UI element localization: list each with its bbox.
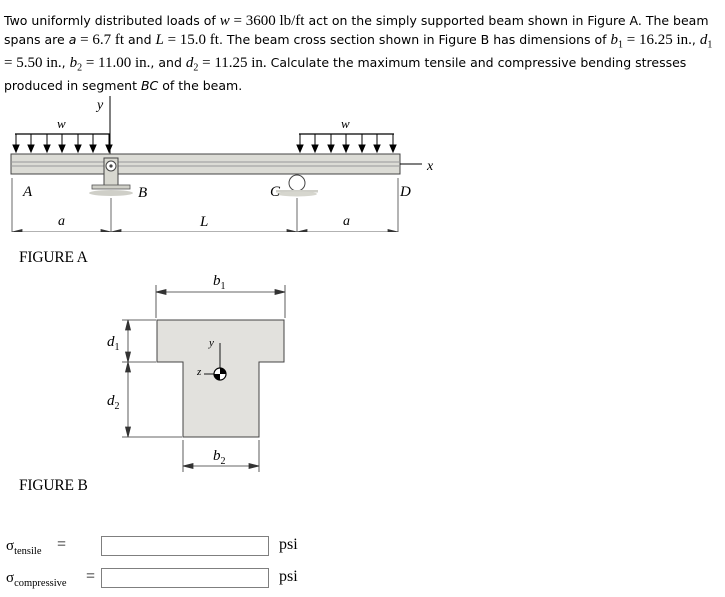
label-b: B: [138, 185, 148, 201]
figure-b-caption: FIGURE B: [19, 477, 88, 494]
compressive-unit: psi: [279, 568, 298, 585]
tensile-stress-input[interactable]: [101, 536, 269, 556]
dim-a-left: a: [58, 214, 65, 229]
label-d2: $d_2$: [107, 393, 120, 412]
tensile-unit: psi: [279, 536, 298, 553]
beam: [11, 154, 400, 174]
label-d1: $d_1$: [107, 334, 120, 353]
dim-a-right: a: [343, 214, 350, 229]
figure-b-cross-section: [0, 270, 300, 480]
label-z-local: z: [197, 366, 202, 378]
label-w-left: w: [57, 116, 66, 131]
compressive-symbol: $\sigma_{compressive}$: [6, 570, 67, 589]
answer-row-tensile: [6, 536, 326, 560]
label-w-right: w: [341, 116, 350, 131]
distributed-load-right: [297, 134, 396, 152]
dim-l: L: [200, 214, 209, 230]
distributed-load-left: [13, 134, 112, 152]
tensile-symbol: $\sigma_{tensile}$: [6, 538, 42, 557]
compressive-stress-input[interactable]: [101, 568, 269, 588]
roller-support-c: [276, 175, 318, 197]
label-y: y: [97, 98, 104, 113]
label-b1: $b_1$: [213, 273, 226, 292]
label-c: C: [270, 184, 281, 200]
label-d: D: [400, 184, 411, 200]
label-a-end: A: [23, 184, 33, 200]
tensile-equals: =: [57, 536, 67, 553]
centroid-icon: [214, 368, 226, 380]
problem-statement: Two uniformly distributed loads of w = 3600 lb/ft act on the simply supported beam shown in Figure A. The beam spans are a = 6.7 ft and L = 15.0 ft. The beam cross section shown in Figure B has dimensions of $b_1 = 16.25$ in., $d_1 = 5.50$ in., $b_2 = 11.00$ in., and $d_2 = 11.25$ in. Calculate the maximum tensile and compressive bending stresses produced in segment BC of the beam.: [4, 13, 713, 93]
label-y-local: y: [209, 337, 214, 349]
label-b2: $b_2$: [213, 448, 226, 467]
answer-row-compressive: [6, 568, 326, 592]
figure-a-caption: FIGURE A: [19, 249, 88, 266]
var-w: w: [219, 13, 230, 29]
label-x: x: [427, 159, 434, 174]
compressive-equals: =: [86, 568, 96, 585]
figure-a-beam-diagram: [0, 92, 460, 232]
